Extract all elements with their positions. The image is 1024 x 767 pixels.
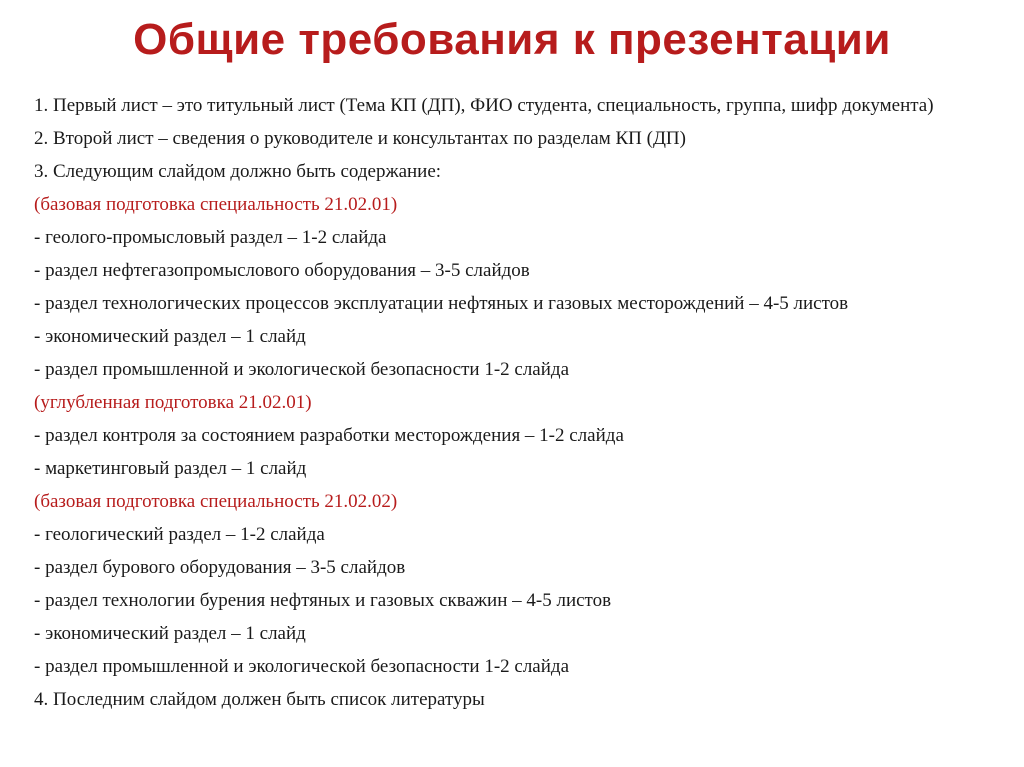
list-item: 1. Первый лист – это титульный лист (Тема КП (ДП), ФИО студента, специальность, группа, шифр документа) (34, 95, 934, 116)
section-heading: (базовая подготовка специальность 21.02.02) (34, 491, 398, 512)
list-item: 3. Следующим слайдом должно быть содержание: (34, 161, 442, 182)
section-heading: (базовая подготовка специальность 21.02.01) (34, 194, 398, 215)
list-item: - экономический раздел – 1 слайд (34, 326, 306, 347)
list-item: - раздел технологических процессов эксплуатации нефтяных и газовых месторождений – 4-5 листов (34, 293, 849, 314)
list-item: - геологический раздел – 1-2 слайда (34, 524, 325, 545)
slide-title: Общие требования к презентации (133, 15, 891, 64)
list-item: 4. Последним слайдом должен быть список литературы (34, 689, 485, 710)
list-item: - геолого-промысловый раздел – 1-2 слайда (34, 227, 387, 248)
list-item: - раздел технологии бурения нефтяных и газовых скважин – 4-5 листов (34, 590, 612, 611)
list-item: - раздел промышленной и экологической безопасности 1-2 слайда (34, 359, 570, 380)
list-item: - раздел нефтегазопромыслового оборудования – 3-5 слайдов (34, 260, 530, 281)
list-item: - экономический раздел – 1 слайд (34, 623, 306, 644)
list-item: 2. Второй лист – сведения о руководителе и консультантах по разделам КП (ДП) (34, 128, 686, 149)
list-item: - раздел контроля за состоянием разработки месторождения – 1-2 слайда (34, 425, 624, 446)
list-item: - раздел бурового оборудования – 3-5 слайдов (34, 557, 406, 578)
section-heading: (углубленная подготовка 21.02.01) (34, 392, 312, 413)
list-item: - раздел промышленной и экологической безопасности 1-2 слайда (34, 656, 570, 677)
list-item: - маркетинговый раздел – 1 слайд (34, 458, 307, 479)
content-list (34, 94, 1019, 721)
